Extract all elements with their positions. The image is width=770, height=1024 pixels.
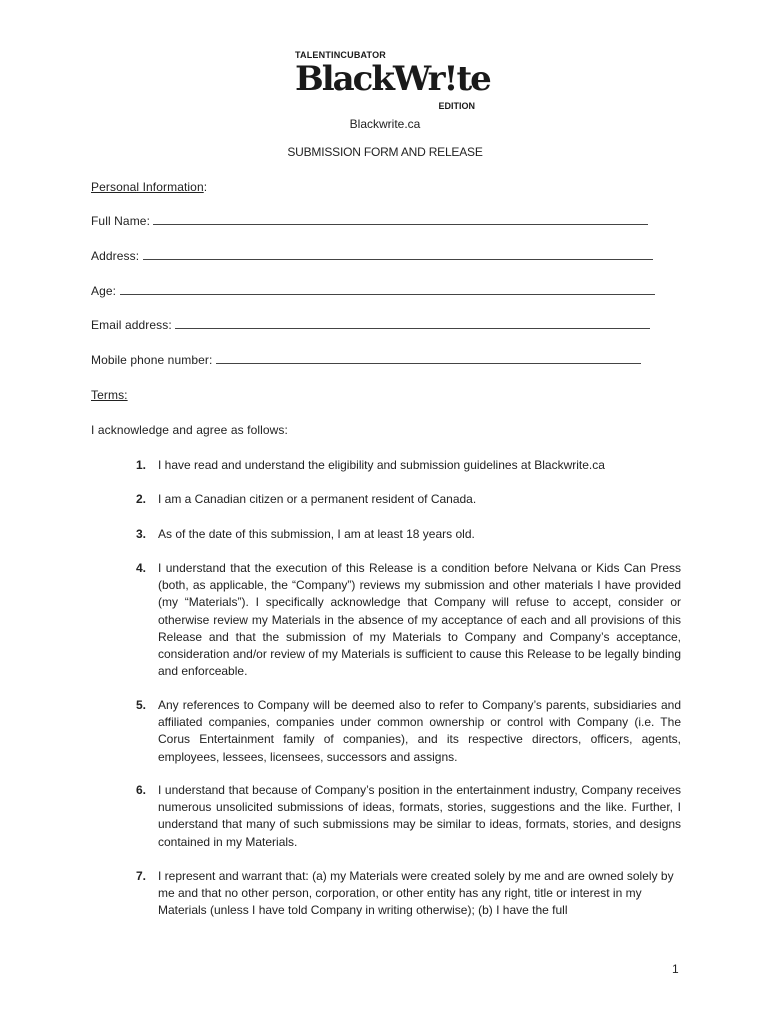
site-url: Blackwrite.ca [349, 117, 421, 131]
terms-intro: I acknowledge and agree as follows: [91, 423, 288, 437]
terms-item-text: I have read and understand the eligibility and submission guidelines at Blackwrite.ca [158, 458, 605, 472]
personal-info-heading: Personal Information [91, 180, 204, 194]
personal-info-heading-colon: : [203, 180, 208, 194]
terms-item-text: I represent and warrant that: (a) my Materials were created solely by me and are owned solely by me and that no other person, corporation, or other entity has any right, title or interest in my Materials (unless I have told Company in writing otherwise); (b) I have the full [158, 869, 674, 918]
mobile-phone-label: Mobile phone number: [91, 353, 213, 367]
email-field[interactable] [91, 318, 650, 332]
terms-item-text: I am a Canadian citizen or a permanent resident of Canada. [158, 492, 477, 506]
email-label: Email address: [91, 318, 172, 332]
personal-info-heading-line [91, 180, 207, 194]
terms-item-text: As of the date of this submission, I am at least 18 years old. [158, 527, 475, 541]
age-label: Age: [91, 284, 117, 298]
full-name-label: Full Name: [91, 214, 151, 228]
mobile-phone-blank[interactable] [216, 353, 641, 364]
terms-item-number: 5. [136, 698, 147, 712]
terms-item-number: 7. [136, 869, 147, 883]
terms-item-number: 1. [136, 458, 147, 472]
terms-item-number: 2. [136, 492, 147, 506]
full-name-field[interactable] [91, 214, 648, 228]
terms-item-text: Any references to Company will be deemed also to refer to Company’s parents, subsidiaries and affiliated companies, companies under common ownership or control with Company (i.e. The Corus Entertainment family of companies), and its respective directors, officers, agents, employees, lessees, licensees, successors and assigns. [158, 698, 681, 764]
terms-item-number: 4. [136, 561, 147, 575]
terms-item-number: 6. [136, 783, 147, 797]
logo-bottom-text: EDITION [438, 101, 475, 111]
terms-heading: Terms: [91, 388, 128, 402]
terms-heading-line [91, 388, 128, 402]
page-number: 1 [672, 962, 679, 976]
mobile-phone-field[interactable] [91, 353, 641, 367]
age-blank[interactable] [120, 284, 655, 295]
full-name-blank[interactable] [153, 214, 648, 225]
email-blank[interactable] [175, 318, 650, 329]
address-blank[interactable] [143, 249, 653, 260]
age-field[interactable] [91, 284, 655, 298]
address-field[interactable] [91, 249, 653, 263]
blackwrite-logo [295, 50, 490, 112]
terms-item-text: I understand that the execution of this Release is a condition before Nelvana or Kids Can Press (both, as applicable, the “Company”) reviews my submission and other materials I have provided (my “Materials”). I specifically acknowledge that Company will refuse to accept, consider or otherwise review my Materials in the absence of my acceptance of each and all provisions of this Release and that the submission of my Materials to Company and Company’s acceptance, consideration and/or review of my Materials is sufficient to cause this Release to be legally binding and enforceable. [158, 561, 681, 679]
address-label: Address: [91, 249, 140, 263]
terms-item-text: I understand that because of Company’s position in the entertainment industry, Company receives numerous unsolicited submissions of ideas, formats, stories, suggestions and the like. Further, I understand that many of such submissions may be similar to ideas, formats, stories, and designs contained in my Materials. [158, 783, 681, 849]
logo-main-text: BlackWr!te [295, 59, 490, 99]
document-title: SUBMISSION FORM AND RELEASE [287, 145, 483, 159]
terms-item-number: 3. [136, 527, 147, 541]
logo-top-text: TALENTINCUBATOR [295, 50, 386, 60]
